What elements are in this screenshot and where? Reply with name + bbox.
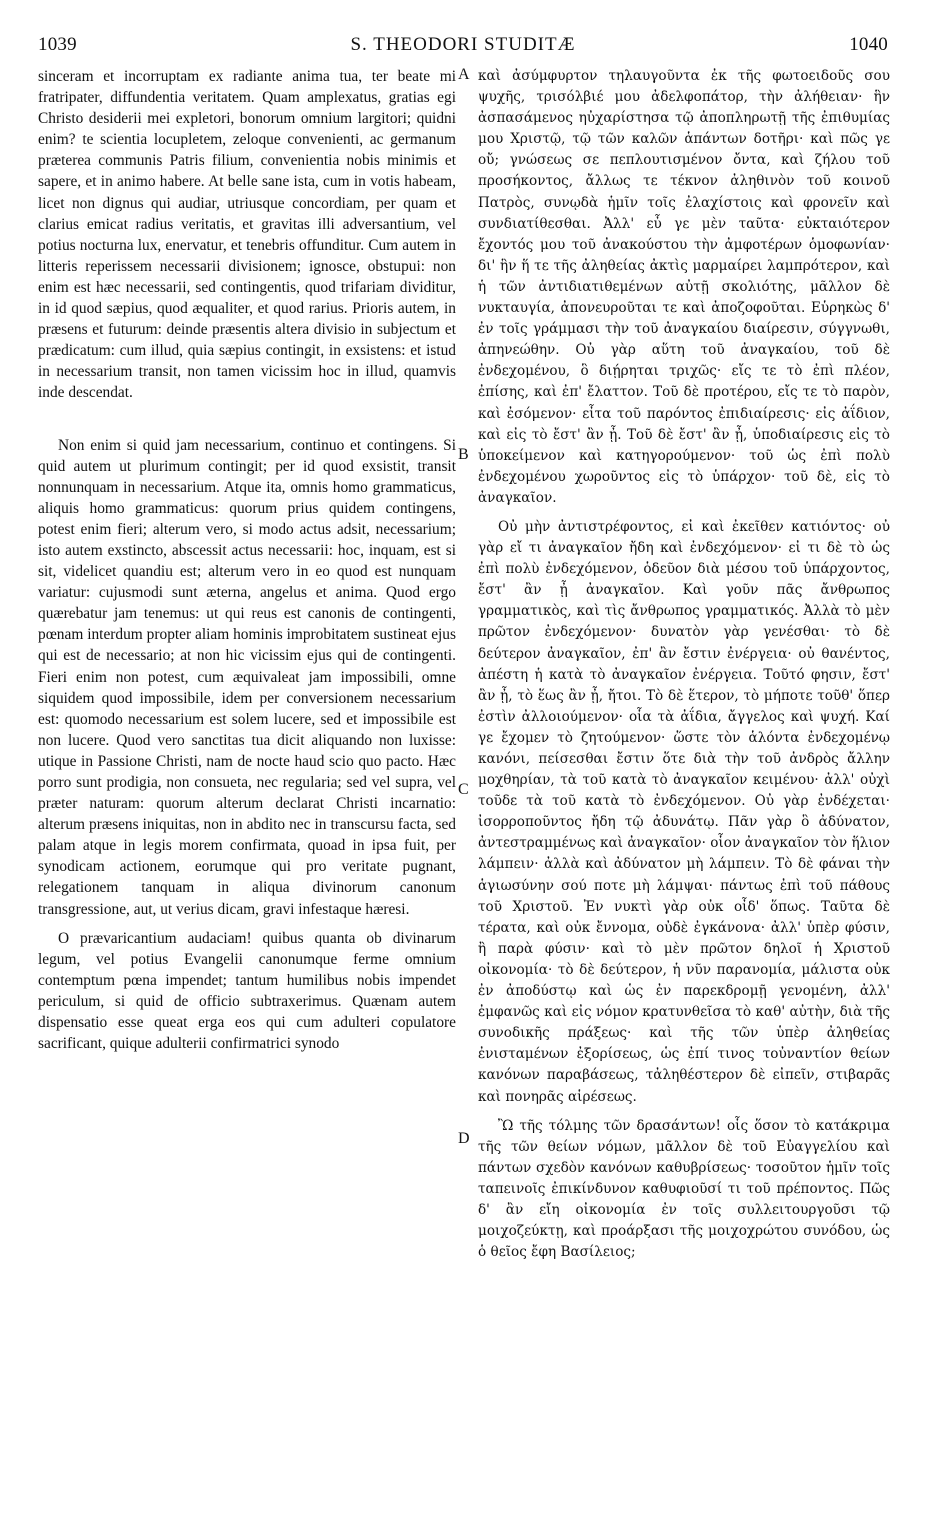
greek-paragraph-2: Οὐ μὴν ἀντιστρέφοντος, εἰ καὶ ἐκεῖθεν κατιόντος· οὐ γὰρ εἴ τι ἀναγκαῖον ἤδη καὶ ἐνδεχόμενον· εἰ τι δὲ τὸ ὡς ἐπὶ πολὺ ἐνδεχόμενον, ὁδεῦον διὰ μέσου τοῦ ὑπάρχοντος, ἔστ' ἂν ᾖ ἀναγκαῖον. Καὶ γοῦν πᾶς ἄνθρωπος γραμματικὸς, καὶ τὶς ἄνθρωπος γραμματικός. Ἀλλὰ τὸ μὲν πρῶτον ἐνδεχόμενον· δυνατὸν γὰρ γενέσθαι· τὸ δὲ δεύτερον ἀναγκαῖον, ἐπ' ἂν ἔστιν ἐνέργεια· οὐ θανέντος, ἀπέστη ἡ κατὰ τὸ ἀναγκαῖον ἐνέργεια. Τοῦτό φησιν, ἔστ' ἂν ᾖ, τὸ ἕως ἂν ᾖ, ἤτοι. Τὸ δὲ ἕτερον, τὸ μήποτε τοῦθ' ὅπερ ἐστὶν ἀλλοιούμενον· οἷα τὰ ἀΐδια, ἄγγελος καὶ ψυχή. Καί γε ἔχομεν τὸ ζητούμενον· ὥστε τὸν ἁλόντα ἐνδεχομένῳ κανόνι, πείσεσθαι ἔστιν ὅτε διὰ τὴν τοῦ ἀνδρὸς ἄλλην μοχθηρίαν, τὰ τοῦ κατὰ τὸ ἀναγκαῖον κειμένου· ἀλλ' οὐχὶ τοῦδε τὰ τοῦ κατὰ τὸ ἐνδεχόμενον. Οὐ γὰρ ἐνδέχεται· ἰσορροποῦντος ἤδη τῷ ἀδυνάτῳ. Πᾶν γὰρ ὃ ἀδύνατον, ἀντεστραμμένως καὶ ἀναγκαῖον· οἷον ἀναγκαῖον τὸν ἥλιον λάμπειν· ἀλλὰ καὶ ἀδύνατον μὴ λάμπειν. Τὸ δὲ φάναι τὴν ἁγιωσύνην σού ποτε μὴ λάμψαι· πάντως ἐπὶ τοῦ πάθους τοῦ Χριστοῦ. Ἐν νυκτὶ γὰρ οὐκ οἶδ' ὅπως. Ταῦτα δὲ τέρατα, καὶ οὐκ ἔννομα, οὐδὲ ἐγκάνονα· ἀλλ' ὑπὲρ φύσιν, ἢ παρὰ φύσιν· καὶ τὸ μὲν πρῶτον δηλοῖ ἡ Χριστοῦ οἰκονομία· τὸ δὲ δεύτερον, ἡ νῦν παρανομία, μάλιστα οὐκ ἐν ἀποδύστῳ καὶ ὡς ἐν παρεκδρομῇ γενομένη, ἀλλ' ἐμφανῶς καὶ εἰς νόμον κρατυνθεῖσα τὸ καθ' αὐτὴν, διὰ τῆς συνοδικῆς πράξεως· καὶ τῆς τῶν ὑπὲρ ἀληθείας ἐνισταμένων ἐξορίσεως, ὡς ἐπί τινος τοὐναντίον θείων κανόνων παραβάσεως, τἀληθέστερον δὲ εἰπεῖν, στιβαρᾶς καὶ πονηρᾶς αἱρέσεως. — [478, 518, 890, 1105]
paragraph-gap — [478, 1108, 890, 1116]
page-header — [38, 34, 888, 66]
margin-marker-d: D — [458, 1130, 470, 1147]
left-page-number: 1039 — [38, 34, 77, 55]
latin-paragraph-2: Non enim si quid jam necessarium, continuo et contingens. Si quid autem ut plurimum contingit; per id quod exsistit, transit nonnunquam in necessarium. Atque ita, omnis homo grammaticus, aliquis homo grammaticus: quorum prius quidem contingens, potest enim fieri; alterum vero, si modo actus adsit, necessarium; isto autem exstincto, abscessit actus necessarii: hoc, inquam, est si sit, videlicet quandiu est; alterum vero in eo quod est nunquam variatur: cujusmodi sunt æterna, angelus et anima. Quod ergo quærebatur jam tenemus: ut qui reus est canonis de contingenti, pœnam interdum propter aliam hominis improbitatem sustineat ejus qui est de necessario; at non hic vicissim ejus qui de contingenti. Fieri enim non potest, cum æquivaleat jam impossibili, omne siquidem quod impossibile, idem per conversionem necessarium est: quomodo necessarium est solem lucere, sed et impossibile est non lucere. Quod vero sanctitas tua dicit aliquando non luxisse: utique in Passione Christi, nam de nocte haud scio quo pacto. Hæc porro sunt prodigia, non consueta, nec regularia; sed vel supra, vel præter naturam: quorum alterum declarat Christi incarnatio: alterum præsens iniquitas, non in abdito nec in transcursu facta, sed palam atque in legis morem confirmata, quoad in ipsa fuit, per synodicam actionem, eorumque qui pro veritate pugnant, relegationem tanquam in aliqua divinorum canonum transgressione, aut, ut verius dicam, gravi infestaque hæresi. — [38, 436, 456, 918]
paragraph-gap — [38, 920, 456, 928]
paragraph-gap — [478, 509, 890, 517]
margin-marker-a: A — [458, 66, 470, 83]
greek-paragraph-3: Ὢ τῆς τόλμης τῶν δρασάντων! οἷς ὅσον τὸ κατάκριμα τῆς τῶν θείων νόμων, μᾶλλον δὲ τοῦ Εὐαγγελίου καὶ πάντων σχεδὸν κανόνων καθυβρίσεως· τοσοῦτον ἡμῖν τοῖς ταπεινοῖς ἐπικίνδυνον καθυφιοῦσί τι τοῦ πρέποντος. Πῶς δ' ἂν εἴη οἰκονομία ἐν τοῖς συλλειτουργοῦσι τῷ μοιχοζεύκτῃ, καὶ προάρξασι τῆς μοιχοχρώτου συνόδου, ὡς ὁ θεῖος ἔφη Βασίλειος; — [478, 1117, 890, 1261]
greek-column — [478, 66, 890, 1263]
margin-marker-b: B — [458, 446, 469, 463]
running-title: S. THEODORI STUDITÆ — [350, 34, 576, 55]
margin-marker-c: C — [458, 781, 469, 798]
greek-paragraph-1: καὶ ἀσύμφυρτον τηλαυγοῦντα ἐκ τῆς φωτοειδοῦς σου ψυχῆς, τρισόλβιέ μου ἀδελφοπάτορ, τὴν ἀλήθειαν· ἣν ἀσπασάμενος ηὐχαρίστησα τῷ ἀποπληρωτῇ τῆς ἐπιθυμίας μου Χριστῷ, τῷ τῶν καλῶν ἁπάντων δοτῆρι· καὶ πῶς γε οὔ; γνώσεως σε πεπλουτισμένον ὄντα, καὶ ζήλου τοῦ προσήκοντος, ἄλλως τε τέκνον ἀληθινὸν τοῦ κοινοῦ Πατρὸς, συνῳδὰ ἡμῖν τοῖς ἐλαχίστοις καὶ φρονεῖν καὶ συνδιατίθεσθαι. Ἀλλ' εὖ γε μὲν ταῦτα· εὐκταιότερον ἔχοντός μου τοῦ ἀνακούστου τὴν ἀμφοτέρων ὁμοφωνίαν· δι' ἣν ἥ τε τῆς ἀληθείας ἀκτὶς μαρμαίρει λαμπρότερον, καὶ ἡ τῶν ἀντιδιατιθεμένων αὐτῇ σκολιότης, μᾶλλον δὲ νυκταυγία, ἀπονευροῦται τε καὶ ἀποζοφοῦται. Εὑρηκὼς δ' ἐν τοῖς γράμμασι τὴν τοῦ ἀναγκαίου διαίρεσιν, σύγγνωθι, ἀπηνεώθην. Οὐ γὰρ αὕτη τοῦ ἀναγκαίου, τοῦ δὲ ἐνδεχομένου, ὃ διῄρηται τριχῶς· εἴς τε τὸ ἐπὶ πλέον, ἐπίσης, καὶ ἐπ' ἔλαττον. Τοῦ δὲ προτέρου, εἴς τε τὸ παρὸν, καὶ ἐσόμενον· εἶτα τοῦ παρόντος ἐπιδιαίρεσις· εἰς ἀΐδιον, καὶ εἰς τὸ ἔστ' ἂν ᾖ. Τοῦ δὲ ἔστ' ἂν ᾖ, ὑποδιαίρεσις εἰς τὸ ὑποκείμενον καὶ κατηγορούμενον· τοῦ ὡς ἐπὶ πολὺ ἐνδεχομένου χωροῦντος εἰς τὸ ὑπάρχον· τοῦ δὲ, εἰς τὸ ἀναγκαῖον. — [478, 68, 890, 506]
latin-column — [38, 66, 456, 1054]
right-page-number: 1040 — [849, 34, 888, 55]
latin-paragraph-1: sinceram et incorruptam ex radiante anima tua, ter beate mi fratripater, diffundentia veritatem. Quam amplexatus, gratias egi Christo desiderii mei expletori, bonorum omnium largitori; quidni enim? te scientia locupletem, zeloque convenienti, ac germanum præterea communis Patris filium, convenientia nobis minimis et sapere, et in animo habere. At belle sane ista, cum in votis habeam, licet non dignus qui audiar, utriusque concordiam, per quam et clarius emicat radius veritatis, et gravitas illi adversantium, vel potius nocturna lux, enervatur, et tenebris offunditur. Cum autem in litteris reperissem necessarii divisionem; ignosce, obstupui: non enim est hæc necessarii, sed contingentis, quod trifariam dividitur, in id quod sæpius, quod æqualiter, et quod rarius. Prioris autem, in præsens et futurum: deinde præsentis altera divisio in subjectum et prædicatum: cum illud, quia sæpius contingit, in exsistens: et istud in necessarium transit, non tamen vicissim hoc in illud, quamvis inde descendat. — [38, 68, 456, 402]
paragraph-gap — [38, 404, 456, 435]
latin-paragraph-3: O prævaricantium audaciam! quibus quanta ob divinarum legum, vel potius Evangelii canonumque ferme omnium contemptum pœna impendet; tantum humilibus nobis impendet periculum, si quid de officio subtraxerimus. Quænam autem dispensatio esse queat erga eos qui cum adulteri copulatore sacrificant, quique adulterii confirmatrici synodo — [38, 929, 456, 1053]
